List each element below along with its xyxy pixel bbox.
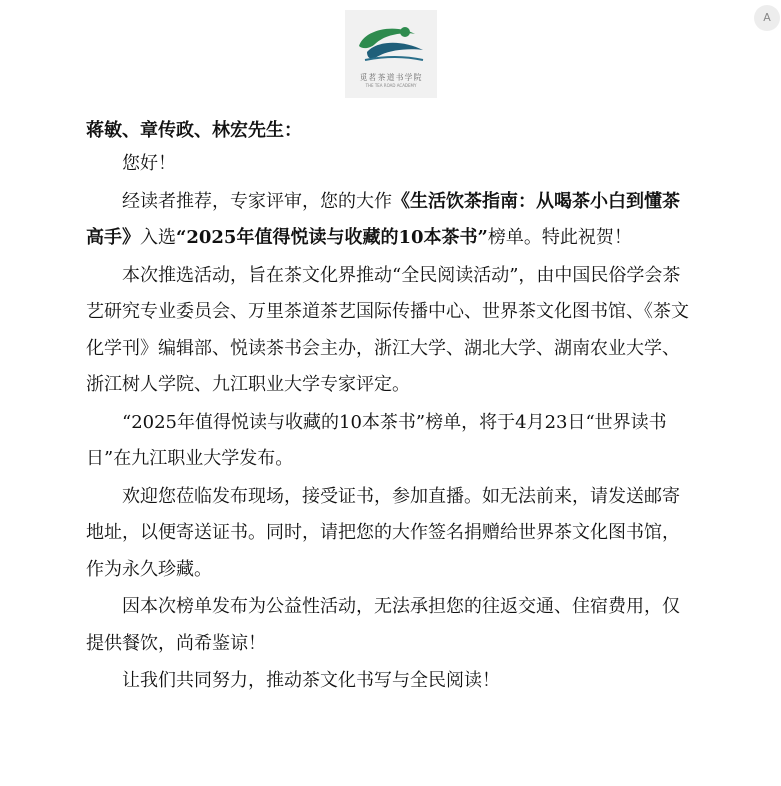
academy-logo [345, 10, 437, 98]
p1-text-a: 经读者推荐，专家评审，您的大作 [122, 190, 392, 212]
logo-name: 觅茗茶道书学院 [359, 73, 423, 82]
paragraph-selection [86, 184, 696, 257]
paragraph-organizers: 本次推选活动，旨在茶文化界推动“全民阅读活动”，由中国民俗学会茶艺研究专业委员会、万里茶道茶艺国际传播中心、世界茶文化图书馆、《茶文化学刊》编辑部、悦读茶书会主办，浙江大学、湖北大学、湖南农业大学、浙江树人学院、九江职业大学专家评定。 [86, 264, 689, 395]
paragraph-invitation: 欢迎您莅临发布现场，接受证书，参加直播。如无法前来，请发送邮寄地址，以便寄送证书。同时，请把您的大作签名捐赠给世界茶文化图书馆，作为永久珍藏。 [86, 485, 680, 580]
p1-text-c: 入选 [140, 227, 176, 248]
paragraph-closing: 让我们共同努力，推动茶文化书写与全民阅读！ [122, 670, 500, 691]
paragraph-expenses: 因本次榜单发布为公益性活动，无法承担您的往返交通、住宿费用，仅提供餐饮，尚希鉴谅！ [86, 596, 680, 654]
tea-leaf-logo-icon [345, 10, 437, 72]
letter-body [86, 116, 696, 701]
p1-text-e: 榜单。特此祝贺！ [487, 227, 632, 248]
paragraph-release: “2025年值得悦读与收藏的10本茶书”榜单，将于4月23日“世界读书日”在九江职业大学发布。 [86, 411, 667, 469]
translate-icon[interactable]: A [754, 5, 780, 31]
list-title: “2025年值得悦读与收藏的10本茶书” [176, 227, 488, 248]
logo-subtitle: THE TEA ROAD ACADEMY [365, 83, 417, 88]
salutation: 蒋敏、章传政、林宏先生： [86, 120, 302, 141]
greeting: 您好！ [122, 153, 176, 174]
book-title: 《生活饮茶指南：从喝茶小白到懂茶高手》 [86, 190, 680, 248]
